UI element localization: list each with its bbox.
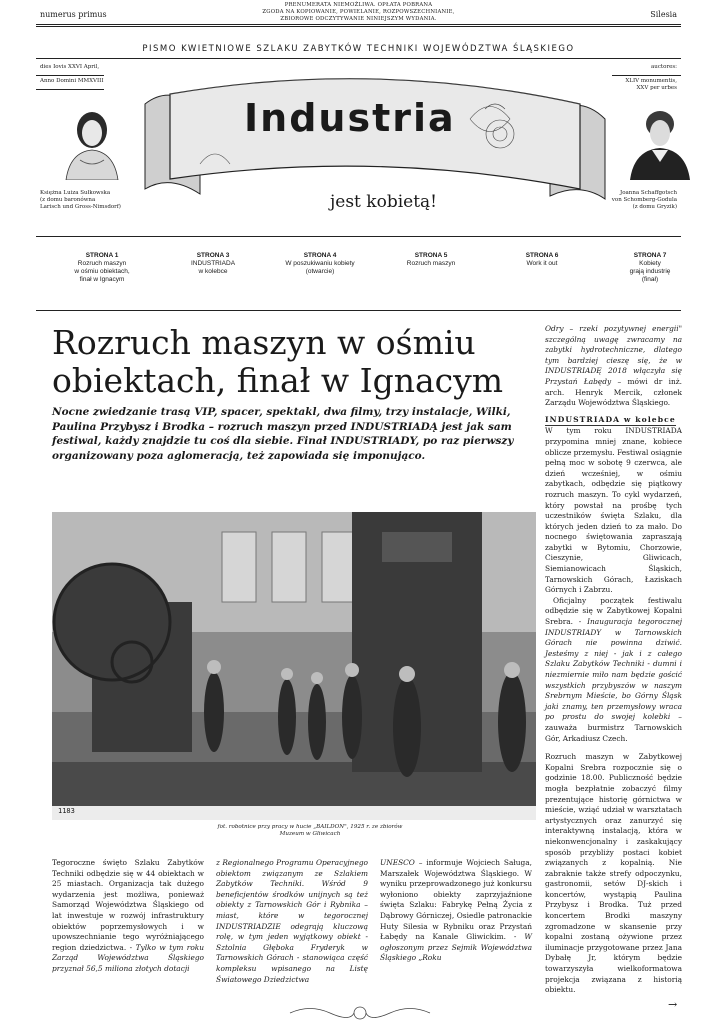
top-rule xyxy=(36,24,681,25)
nav-bottom-rule xyxy=(36,310,681,311)
article-lede: Nocne zwiedzanie trasą VIP, spacer, spektakl, dwa filmy, trzy instalacje, Wilki, Paulina Przybysz i Brodka – rozruch maszyn przed INDUSTRIADĄ jest jak sam festiwal, każdy znajdzie tu coś dla siebie. Finał INDUSTRIADY, po raz pierwszy organizowany poza aglomeracją, też zapowiada się imponująco. xyxy=(52,406,514,462)
body-column-1 xyxy=(52,858,204,975)
body-quote: UNESCO xyxy=(380,858,415,867)
imprint-line: ZBIOROWE ODCZYTYWANIE NINIEJSZYM WYDANIA. xyxy=(280,16,437,22)
date-line-2: Anno Domini MMXVIII xyxy=(40,78,104,84)
body-quote: Odry – rzeki pozytywnej energii" szczególną uwagę zwracamy na zabytki hydrotechniczne, dlatego tym bardziej cieszę się, że w INDUSTRIADĘ 2018 włączyła się Przystań Łabędy xyxy=(545,324,682,386)
body-quote: Tylko w tym roku Zarząd Województwa Śląskiego przyznał 56,5 miliona złotych dotacji xyxy=(52,942,205,973)
body-text: W wyniku przeprowadzonego już konkursu wyłoniono obiekty zaprzyjaźnione święta Szlaku: Fabrykę Pełną Życia z Dąbrowy Górniczej, Osiedle patronackie Huty Silesia w Rybniku oraz Przystań Łabędy na Kanale Gliwickim. - xyxy=(380,868,532,942)
body-text: Rozruch maszyn w Zabytkowej Kopalni Srebra rozpocznie się o godzinie 18.00. Publiczność będzie mogła bezpłatnie zobaczyć filmy prezentujące historię górnictwa w mieście, wziąć udział w warsztatach artystycznych oraz zanurzyć się interaktywną instalacją, która w niekonwencjonalny i zaskakujący sposób przybliży postaci kobiet związanych z kopalnią. Nie zabraknie także strefy odpoczynku, gastronomii, setów DJ-skich i koncertów, wystąpią Paulina Przybysz i Brodka. Tuż przed koncertem Brodki maszyny zgromadzone w skansenie przy kopalni zostaną ożywione przez iluminacje przygotowane przez Jana Dybałę Jr, którym będzie towarzyszyła wielkoformatowa projekcja związana z historią obiektu. xyxy=(545,752,682,995)
region-label: Silesia xyxy=(650,10,677,19)
body-quote: z Regionalnego Programu Operacyjnego obiektom związanym ze Szlakiem Zabytków Techniki. Wśród 9 beneficjentów środków unijnych są też obiekty z Tarnowskich Gór i Rybnika – miast, które w tegorocznej INDUSTRIADZIE odegrają kluczową rolę, w tym jeden wyjątkowy obiekt - Sztolnia Głęboka Fryderyk w Tarnowskich Górach - stanowiąca część kompleksu wpisanego na Listę Światowego Dziedzictwa xyxy=(216,858,368,984)
masthead-title: Industria xyxy=(244,96,456,140)
body-text: – informuje Wojciech Saługa, Marszałek Województwa Śląskiego. xyxy=(380,858,532,878)
monumenta-count: XLIV monumentis, xyxy=(625,78,677,84)
portrait-schaffgotsch xyxy=(620,100,700,180)
body-text: Tegoroczne święto Szlaku Zabytków Techniki odbędzie się w 44 obiektach w 25 miastach. Organizacja tak dużego wydarzenia jest możliwa, ponieważ Samorząd Województwa Śląskiego od lat inwestuje w rozwój infrastruktury obiektów poprzemysłowych i w upowszechnianie tego wyróżniającego region dziedzictwa. - xyxy=(52,858,204,952)
body-text: – zauważa burmistrz Tarnowskich Gór, Arkadiusz Czech. xyxy=(545,712,682,743)
photo-caption: fot. robotnice przy pracy w hucie „BAILDON", 1925 r. ze zbiorów Muzeum w Gliwicach xyxy=(217,824,403,837)
caption-line: Joanna Schaffgotsch xyxy=(620,190,677,196)
footer-ornament xyxy=(280,1004,440,1022)
date-line-1: dies Iovis XXVI April, xyxy=(40,64,100,70)
auctores-label: auctores: xyxy=(651,64,677,70)
photo-number: 1183 xyxy=(58,807,75,815)
article-photo xyxy=(52,512,536,820)
nav-page: STRONA 4 xyxy=(303,252,337,259)
body-quote: W ogłoszonym przez Sejmik Województwa Śląskiego „Roku xyxy=(380,932,532,963)
nav-page: STRONA 6 xyxy=(525,252,559,259)
portrait-left-caption xyxy=(40,190,140,211)
article-headline: Rozruch maszyn w ośmiu obiektach, finał w Ignacym xyxy=(52,323,504,400)
nav-page: STRONA 5 xyxy=(414,252,448,259)
urbes-count: XXV per urbes xyxy=(636,85,677,91)
nav-text: W poszukiwaniu kobiety (otwarcie) xyxy=(285,260,355,275)
nav-text: Kobiety grają industrię (finał) xyxy=(629,260,671,283)
imprint-line: ZGODA NA KOPIOWANIE, POWIELANIE, ROZPOWSZECHNIANIE, xyxy=(262,9,455,15)
nav-item[interactable] xyxy=(57,252,147,284)
body-text: Oficjalny początek festiwalu odbędzie się w Zabytkowej Kopalni Srebra. - xyxy=(545,595,682,627)
masthead-tagline: jest kobietą! xyxy=(330,192,438,212)
nav-page: STRONA 3 xyxy=(196,252,230,259)
nav-text: Rozruch maszyn w ośmiu obiektach, finał w Ignacym xyxy=(74,260,130,283)
nav-text: Rozruch maszyn xyxy=(406,260,456,267)
nav-top-rule xyxy=(36,236,681,237)
body-text: W tym roku INDUSTRIADA przypomina mniej znane, kobiece oblicze przemysłu. Festiwal osiągnie pełną moc w sobotę 9 czerwca, ale dzień wcześniej, w ośmiu zabytkach, odbędzie się piątkowy rozruch maszyn. To cykl wydarzeń, który powstał na prośbę tych uczestników święta Szlaku, dla których jeden dzień to za mało. Do nocnego świętowania zapraszają zabytki w Bytomiu, Chorzowie, Cieszynie, Gliwicach, Siemianowicach Śląskich, Tarnowskich Górach, Łaziskach Górnych i Zabrzu. xyxy=(545,426,682,595)
factory-photo xyxy=(52,512,536,820)
caption-line: Larisch und Gross-Nimsdorf) xyxy=(40,204,121,210)
nav-item[interactable] xyxy=(168,252,258,276)
imprint-notice xyxy=(240,2,477,23)
top-rule-2 xyxy=(36,26,681,27)
nav-text: INDUSTRIADA w kolebce xyxy=(190,260,236,275)
section-heading: INDUSTRIADA w kolebce xyxy=(545,415,676,427)
body-column-2 xyxy=(216,858,368,985)
nav-text: Work it out xyxy=(526,260,558,267)
masthead-rule xyxy=(36,58,681,59)
caption-line: (z domu baronówna xyxy=(40,197,96,203)
masthead-subtitle: PISMO KWIETNIOWE SZLAKU ZABYTKÓW TECHNIKI WOJEWÓDZTWA ŚLĄSKIEGO xyxy=(142,44,575,54)
caption-line: (z domu Gryzik) xyxy=(632,204,677,210)
body-text: – mówi dr inż. arch. Henryk Mercik, członek Zarządu Województwa Śląskiego. xyxy=(545,376,682,408)
issue-number: numerus primus xyxy=(40,10,107,19)
nav-item[interactable] xyxy=(605,252,695,284)
nav-page: STRONA 1 xyxy=(85,252,119,259)
date-rule xyxy=(36,75,104,76)
caption-line: Księżna Luiza Sułkowska xyxy=(40,190,111,196)
nav-item[interactable] xyxy=(275,252,365,276)
nav-item[interactable] xyxy=(386,252,476,268)
right-column xyxy=(545,324,682,996)
body-column-3 xyxy=(380,858,532,964)
date-rule-2 xyxy=(36,89,104,90)
auctores-rule xyxy=(612,75,681,76)
imprint-line: PRENUMERATA NIEMOŻLIWA. OPŁATA POBRANA xyxy=(284,2,433,8)
nav-page: STRONA 7 xyxy=(633,252,667,259)
body-quote: Inauguracja tegorocznej INDUSTRIADY w Tarnowskich Górach nie powinna dziwić. Jesteśmy z niej - jak i z całego Szlaku Zabytków Techniki - dumni i niezmiernie miło nam będzie gościć wszystkich przybyszów w naszym Srebrnym Mieście, bo Górny Śląsk jaki znamy, ten przemysłowy wraca po prostu do swojej kolebki xyxy=(545,617,682,722)
portrait-sulkowska xyxy=(52,100,132,180)
continue-arrow[interactable]: → xyxy=(668,998,678,1011)
nav-item[interactable] xyxy=(497,252,587,268)
caption-line: von Schomberg-Godula xyxy=(611,197,677,203)
